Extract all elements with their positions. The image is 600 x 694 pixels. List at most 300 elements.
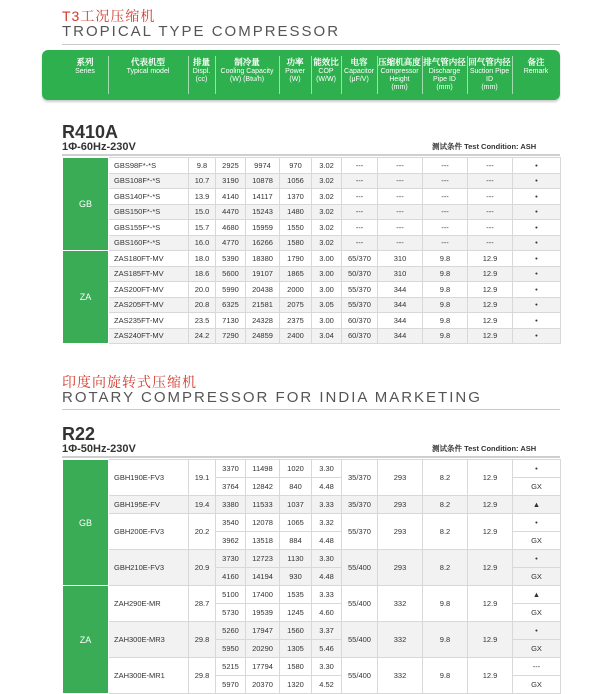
section1-divider: [62, 44, 560, 45]
header-col-9: [422, 57, 467, 92]
suction-pipe-cell: 12.9: [468, 328, 513, 344]
header-separator: [467, 56, 468, 94]
discharge-pipe-cell: ---: [423, 204, 468, 220]
cooling-btuh-cell: 19107: [246, 266, 280, 282]
discharge-pipe-cell: 9.8: [423, 586, 468, 622]
suction-pipe-cell: ---: [468, 235, 513, 251]
suction-pipe-cell: ---: [468, 158, 513, 174]
cooling-btuh-cell: 14117: [246, 189, 280, 205]
header-col-cn: 功率: [286, 57, 304, 67]
height-cell: ---: [378, 204, 423, 220]
suction-pipe-cell: 12.9: [468, 266, 513, 282]
header-col-cn: 压缩机高度: [378, 57, 421, 67]
cooling-w-cell: 6325: [216, 297, 246, 313]
cop-cell: 3.04: [312, 328, 342, 344]
table-row: [63, 251, 561, 267]
remark-cell: •: [513, 204, 561, 220]
power-cell: 1056: [280, 173, 312, 189]
header-col-4: [215, 57, 279, 84]
table-row: [63, 460, 561, 478]
remark-cell: ▲: [513, 586, 561, 604]
displacement-cell: 29.8: [189, 622, 216, 658]
height-cell: 293: [378, 550, 423, 586]
remark-cell: •: [513, 235, 561, 251]
displacement-cell: 18.6: [189, 266, 216, 282]
capacitor-cell: 55/400: [342, 622, 378, 658]
height-cell: 293: [378, 496, 423, 514]
cooling-btuh-cell: 13518: [246, 532, 280, 550]
cooling-btuh-cell: 11498: [246, 460, 280, 478]
header-separator: [341, 56, 342, 94]
cooling-btuh-cell: 12842: [246, 478, 280, 496]
cooling-w-cell: 2925: [216, 158, 246, 174]
model-cell: ZAH300E-MR1: [109, 658, 189, 694]
header-col-cn: 代表机型: [130, 57, 165, 67]
cooling-w-cell: 3764: [216, 478, 246, 496]
capacitor-cell: ---: [342, 173, 378, 189]
power-cell: 930: [280, 568, 312, 586]
remark-cell: GX: [513, 676, 561, 694]
block1-divider: [62, 154, 560, 156]
capacitor-cell: ---: [342, 158, 378, 174]
height-cell: 332: [378, 586, 423, 622]
table-row: [63, 586, 561, 604]
series-label: ZA: [63, 586, 109, 694]
power-cell: 1560: [280, 622, 312, 640]
header-col-unit: (W/W): [316, 76, 336, 83]
power-cell: 2075: [280, 297, 312, 313]
power-cell: 2375: [280, 313, 312, 329]
discharge-pipe-cell: ---: [423, 235, 468, 251]
power-cell: 1370: [280, 189, 312, 205]
cop-cell: 3.02: [312, 204, 342, 220]
header-col-en: Typical model: [126, 68, 170, 75]
table-row: [63, 220, 561, 236]
displacement-cell: 15.0: [189, 204, 216, 220]
header-col-unit: (mm): [481, 84, 498, 91]
header-separator: [422, 56, 423, 94]
cop-cell: 3.05: [312, 297, 342, 313]
power-cell: 1535: [280, 586, 312, 604]
discharge-pipe-cell: 9.8: [423, 328, 468, 344]
suction-pipe-cell: ---: [468, 189, 513, 205]
section2-title-en: ROTARY COMPRESSOR FOR INDIA MARKETING: [62, 389, 482, 406]
model-cell: GBH200E-FV3: [109, 514, 189, 550]
cop-cell: 4.48: [312, 568, 342, 586]
cooling-btuh-cell: 12723: [246, 550, 280, 568]
table-row: [63, 622, 561, 640]
table-row: [63, 328, 561, 344]
section1-title-cn: T3工况压缩机: [62, 8, 156, 24]
header-col-6: [311, 57, 341, 84]
discharge-pipe-cell: 8.2: [423, 460, 468, 496]
remark-cell: ▲: [513, 496, 561, 514]
displacement-cell: 29.8: [189, 658, 216, 694]
header-separator: [108, 56, 109, 94]
remark-cell: GX: [513, 532, 561, 550]
power-cell: 1790: [280, 251, 312, 267]
displacement-cell: 23.5: [189, 313, 216, 329]
cooling-btuh-cell: 20370: [246, 676, 280, 694]
suction-pipe-cell: 12.9: [468, 460, 513, 496]
capacitor-cell: 55/370: [342, 282, 378, 298]
discharge-pipe-cell: 9.8: [423, 622, 468, 658]
model-cell: ZAS200FT-MV: [109, 282, 189, 298]
remark-cell: •: [513, 622, 561, 640]
header-col-1: [62, 57, 108, 76]
cop-cell: 3.30: [312, 550, 342, 568]
header-col-5: [279, 57, 311, 84]
header-col-en: Capacitor: [344, 68, 374, 75]
remark-cell: •: [513, 514, 561, 532]
remark-cell: GX: [513, 640, 561, 658]
cooling-w-cell: 5260: [216, 622, 246, 640]
header-col-cn: 电容: [350, 57, 368, 67]
cooling-w-cell: 4160: [216, 568, 246, 586]
capacitor-cell: 55/400: [342, 658, 378, 694]
table-row: [63, 313, 561, 329]
block2-refrigerant: R22: [62, 424, 96, 444]
capacitor-cell: 55/400: [342, 550, 378, 586]
cop-cell: 3.33: [312, 586, 342, 604]
cooling-w-cell: 5215: [216, 658, 246, 676]
table-row: [63, 189, 561, 205]
cooling-w-cell: 4140: [216, 189, 246, 205]
r410a-spec-table: [62, 157, 561, 344]
power-cell: 2000: [280, 282, 312, 298]
cooling-btuh-cell: 10878: [246, 173, 280, 189]
cop-cell: 3.33: [312, 496, 342, 514]
capacitor-cell: 50/370: [342, 266, 378, 282]
header-col-en: Remark: [523, 68, 549, 75]
suction-pipe-cell: 12.9: [468, 514, 513, 550]
discharge-pipe-cell: 9.8: [423, 313, 468, 329]
block1-voltage: 1Φ-60Hz-230V: [62, 141, 136, 153]
suction-pipe-cell: 12.9: [468, 658, 513, 694]
remark-cell: ---: [513, 658, 561, 676]
suction-pipe-cell: 12.9: [468, 550, 513, 586]
remark-cell: •: [513, 173, 561, 189]
cooling-w-cell: 3540: [216, 514, 246, 532]
header-col-cn: 备注: [527, 57, 545, 67]
model-cell: GBS160F*-*S: [109, 235, 189, 251]
header-separator: [188, 56, 189, 94]
cooling-btuh-cell: 17947: [246, 622, 280, 640]
displacement-cell: 18.0: [189, 251, 216, 267]
cooling-w-cell: 3190: [216, 173, 246, 189]
capacitor-cell: 55/400: [342, 586, 378, 622]
remark-cell: GX: [513, 478, 561, 496]
suction-pipe-cell: 12.9: [468, 622, 513, 658]
cop-cell: 4.48: [312, 532, 342, 550]
height-cell: 344: [378, 282, 423, 298]
cop-cell: 3.02: [312, 235, 342, 251]
power-cell: 1020: [280, 460, 312, 478]
cooling-btuh-cell: 9974: [246, 158, 280, 174]
header-col-unit: (μF/V): [349, 76, 369, 83]
remark-cell: •: [513, 460, 561, 478]
model-cell: ZAS205FT-MV: [109, 297, 189, 313]
discharge-pipe-cell: ---: [423, 158, 468, 174]
header-col-en: Discharge Pipe ID: [428, 68, 461, 83]
capacitor-cell: 60/370: [342, 328, 378, 344]
capacitor-cell: 60/370: [342, 313, 378, 329]
discharge-pipe-cell: 9.8: [423, 297, 468, 313]
header-separator: [512, 56, 513, 94]
displacement-cell: 20.2: [189, 514, 216, 550]
header-separator: [311, 56, 312, 94]
height-cell: 293: [378, 514, 423, 550]
suction-pipe-cell: 12.9: [468, 313, 513, 329]
displacement-cell: 20.9: [189, 550, 216, 586]
cooling-w-cell: 4470: [216, 204, 246, 220]
cooling-w-cell: 5950: [216, 640, 246, 658]
header-col-cn: 系列: [76, 57, 94, 67]
header-col-11: [512, 57, 560, 76]
header-col-cn: 排气管内径: [423, 57, 466, 67]
cooling-w-cell: 5990: [216, 282, 246, 298]
table-row: [63, 235, 561, 251]
cop-cell: 3.02: [312, 189, 342, 205]
cooling-w-cell: 3962: [216, 532, 246, 550]
height-cell: ---: [378, 158, 423, 174]
height-cell: 293: [378, 460, 423, 496]
cooling-w-cell: 5390: [216, 251, 246, 267]
table-row: [63, 297, 561, 313]
discharge-pipe-cell: 8.2: [423, 550, 468, 586]
displacement-cell: 9.8: [189, 158, 216, 174]
power-cell: 840: [280, 478, 312, 496]
displacement-cell: 10.7: [189, 173, 216, 189]
cooling-btuh-cell: 24859: [246, 328, 280, 344]
cop-cell: 5.46: [312, 640, 342, 658]
capacitor-cell: ---: [342, 220, 378, 236]
block2-test-condition: 测试条件 Test Condition: ASH: [432, 444, 537, 453]
model-cell: GBH195E-FV: [109, 496, 189, 514]
cooling-btuh-cell: 17794: [246, 658, 280, 676]
section2-title-cn: 印度向旋转式压缩机: [62, 374, 197, 390]
discharge-pipe-cell: 8.2: [423, 514, 468, 550]
suction-pipe-cell: ---: [468, 204, 513, 220]
header-col-unit: (W): [289, 76, 301, 83]
block2-divider: [62, 456, 560, 458]
model-cell: GBS155F*-*S: [109, 220, 189, 236]
table-row: [63, 173, 561, 189]
cooling-btuh-cell: 21581: [246, 297, 280, 313]
cooling-w-cell: 3370: [216, 460, 246, 478]
cooling-btuh-cell: 14194: [246, 568, 280, 586]
height-cell: 344: [378, 297, 423, 313]
r22-spec-table: [62, 459, 561, 694]
discharge-pipe-cell: 9.8: [423, 658, 468, 694]
suction-pipe-cell: 12.9: [468, 251, 513, 267]
discharge-pipe-cell: ---: [423, 189, 468, 205]
cooling-btuh-cell: 15959: [246, 220, 280, 236]
model-cell: GBH190E-FV3: [109, 460, 189, 496]
remark-cell: •: [513, 550, 561, 568]
cop-cell: 3.02: [312, 173, 342, 189]
cop-cell: 4.52: [312, 676, 342, 694]
power-cell: 1245: [280, 604, 312, 622]
capacitor-cell: 35/370: [342, 460, 378, 496]
header-col-cn: 回气管内径: [468, 57, 511, 67]
power-cell: 2400: [280, 328, 312, 344]
capacitor-cell: ---: [342, 235, 378, 251]
model-cell: GBS98F*-*S: [109, 158, 189, 174]
table-row: [63, 158, 561, 174]
displacement-cell: 16.0: [189, 235, 216, 251]
table-row: [63, 204, 561, 220]
header-col-en: Cooling Capacity: [220, 68, 274, 75]
cop-cell: 4.60: [312, 604, 342, 622]
table-row: [63, 496, 561, 514]
discharge-pipe-cell: 9.8: [423, 282, 468, 298]
height-cell: 332: [378, 658, 423, 694]
height-cell: 310: [378, 251, 423, 267]
cooling-w-cell: 7130: [216, 313, 246, 329]
cooling-btuh-cell: 20290: [246, 640, 280, 658]
height-cell: 332: [378, 622, 423, 658]
table-row: [63, 282, 561, 298]
model-cell: ZAS240FT-MV: [109, 328, 189, 344]
discharge-pipe-cell: ---: [423, 220, 468, 236]
power-cell: 1580: [280, 235, 312, 251]
model-cell: ZAH290E-MR: [109, 586, 189, 622]
header-separator: [215, 56, 216, 94]
power-cell: 1550: [280, 220, 312, 236]
cooling-w-cell: 5100: [216, 586, 246, 604]
cop-cell: 3.37: [312, 622, 342, 640]
series-label: GB: [63, 158, 109, 251]
remark-cell: •: [513, 158, 561, 174]
cooling-w-cell: 5600: [216, 266, 246, 282]
cop-cell: 3.30: [312, 460, 342, 478]
power-cell: 1305: [280, 640, 312, 658]
cop-cell: 3.32: [312, 514, 342, 532]
header-col-cn: 制冷量: [234, 57, 260, 67]
block2-voltage: 1Φ-50Hz-230V: [62, 443, 136, 455]
remark-cell: •: [513, 266, 561, 282]
height-cell: ---: [378, 173, 423, 189]
cooling-btuh-cell: 17400: [246, 586, 280, 604]
model-cell: ZAH300E-MR3: [109, 622, 189, 658]
cop-cell: 3.02: [312, 220, 342, 236]
header-col-unit: (W) (Btu/h): [229, 76, 265, 83]
model-cell: ZAS235FT-MV: [109, 313, 189, 329]
header-col-en: Suction Pipe ID: [469, 68, 510, 83]
header-col-en: Displ.: [192, 68, 211, 75]
remark-cell: •: [513, 328, 561, 344]
power-cell: 884: [280, 532, 312, 550]
power-cell: 1037: [280, 496, 312, 514]
suction-pipe-cell: 12.9: [468, 297, 513, 313]
header-separator: [279, 56, 280, 94]
header-col-10: [467, 57, 512, 92]
power-cell: 1320: [280, 676, 312, 694]
remark-cell: GX: [513, 568, 561, 586]
cooling-w-cell: 4680: [216, 220, 246, 236]
power-cell: 970: [280, 158, 312, 174]
remark-cell: •: [513, 220, 561, 236]
height-cell: 310: [378, 266, 423, 282]
model-cell: GBS108F*-*S: [109, 173, 189, 189]
header-col-2: [108, 57, 188, 76]
model-cell: GBH210E-FV3: [109, 550, 189, 586]
table-row: [63, 266, 561, 282]
power-cell: 1065: [280, 514, 312, 532]
cooling-btuh-cell: 15243: [246, 204, 280, 220]
height-cell: ---: [378, 189, 423, 205]
remark-cell: •: [513, 313, 561, 329]
cooling-btuh-cell: 12078: [246, 514, 280, 532]
power-cell: 1480: [280, 204, 312, 220]
height-cell: 344: [378, 328, 423, 344]
height-cell: ---: [378, 235, 423, 251]
suction-pipe-cell: ---: [468, 220, 513, 236]
displacement-cell: 19.4: [189, 496, 216, 514]
capacitor-cell: 35/370: [342, 496, 378, 514]
remark-cell: •: [513, 251, 561, 267]
model-cell: GBS140F*-*S: [109, 189, 189, 205]
series-label: ZA: [63, 251, 109, 344]
height-cell: 344: [378, 313, 423, 329]
section1-title-en: TROPICAL TYPE COMPRESSOR: [62, 23, 341, 40]
cooling-btuh-cell: 11533: [246, 496, 280, 514]
header-col-unit: (mm): [436, 84, 453, 91]
power-cell: 1130: [280, 550, 312, 568]
header-col-en: Series: [75, 68, 95, 75]
header-col-en: Compressor Height: [380, 68, 419, 83]
block1-refrigerant: R410A: [62, 122, 119, 142]
table-row: [63, 550, 561, 568]
discharge-pipe-cell: 9.8: [423, 266, 468, 282]
header-separator: [377, 56, 378, 94]
header-col-unit: (mm): [391, 84, 408, 91]
cop-cell: 3.00: [312, 282, 342, 298]
displacement-cell: 20.8: [189, 297, 216, 313]
header-col-en: COP: [318, 68, 334, 75]
displacement-cell: 13.9: [189, 189, 216, 205]
power-cell: 1865: [280, 266, 312, 282]
cooling-btuh-cell: 20438: [246, 282, 280, 298]
capacitor-cell: 55/370: [342, 297, 378, 313]
cooling-btuh-cell: 18380: [246, 251, 280, 267]
header-col-cn: 能效比: [313, 57, 339, 67]
cop-cell: 4.48: [312, 478, 342, 496]
suction-pipe-cell: 12.9: [468, 282, 513, 298]
suction-pipe-cell: ---: [468, 173, 513, 189]
power-cell: 1580: [280, 658, 312, 676]
displacement-cell: 20.0: [189, 282, 216, 298]
displacement-cell: 19.1: [189, 460, 216, 496]
header-col-en: Power: [285, 68, 305, 75]
suction-pipe-cell: 12.9: [468, 586, 513, 622]
series-label: GB: [63, 460, 109, 586]
cop-cell: 3.02: [312, 158, 342, 174]
cooling-btuh-cell: 24328: [246, 313, 280, 329]
remark-cell: •: [513, 297, 561, 313]
header-col-cn: 排量: [192, 57, 210, 67]
cooling-w-cell: 7290: [216, 328, 246, 344]
cooling-w-cell: 3730: [216, 550, 246, 568]
header-col-3: [188, 57, 215, 84]
model-cell: ZAS185FT-MV: [109, 266, 189, 282]
cooling-btuh-cell: 16266: [246, 235, 280, 251]
header-col-8: [377, 57, 422, 92]
displacement-cell: 15.7: [189, 220, 216, 236]
suction-pipe-cell: 12.9: [468, 496, 513, 514]
cop-cell: 3.00: [312, 251, 342, 267]
